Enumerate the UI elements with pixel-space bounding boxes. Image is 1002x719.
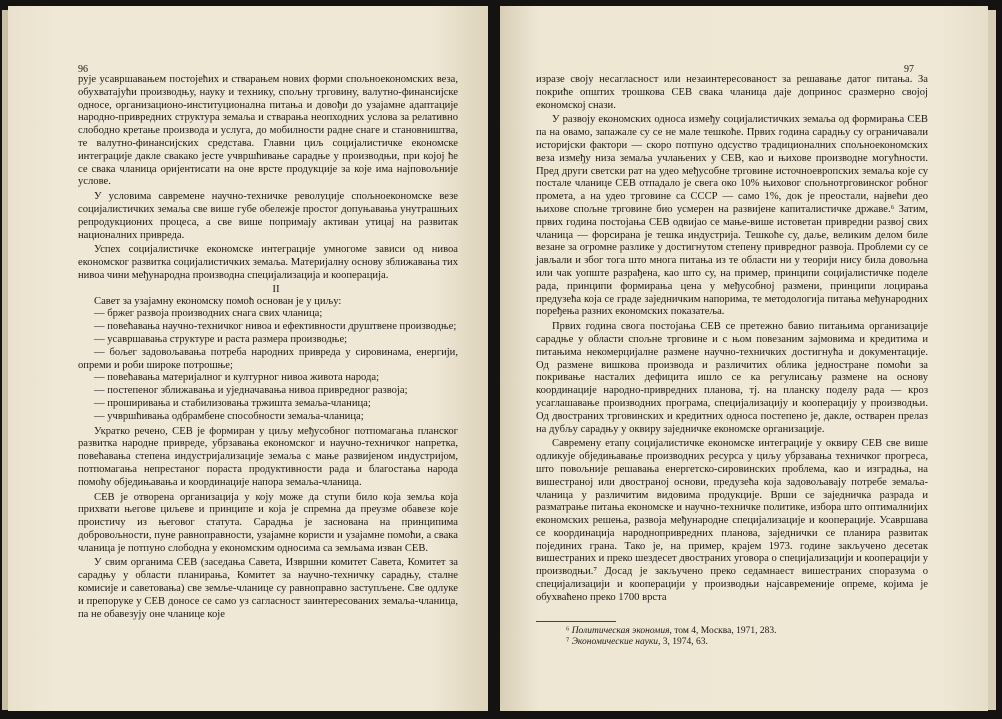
right-page-edge — [988, 10, 996, 710]
list-item: — проширивања и стабилизовања тржишта земаља-чланица; — [94, 397, 371, 409]
paragraph: Успех социјалистичке економске интеграције умногоме зависи од нивоа економског развитка социјалистичких земаља. Материјалну основу зближавања тих нивоа чини међународна производна специјализација и кооперација. — [78, 244, 458, 281]
section-heading: II — [272, 282, 280, 295]
paragraph: Укратко речено, СЕВ је формиран у циљу међусобног потпомагања планског развитка народне привреде, убрзавања економског и научно-техничког напретка, повећавања степена индустријализације земаља с мање развијеном индустријом, потпомагања непрестаног пораста продуктивности рада и благостања народа помоћу обједињавања и координације напора земаља-чланица. — [78, 425, 458, 488]
page-number-left: 96 — [78, 64, 88, 75]
paragraph: рује усавршавањем постојећих и стварањем нових форми спољноекономских веза, обухватајући производњу, науку и технику, спољну трговину, валутно-финансијске односе, организационо-институционална питања и довођи до узајамне адаптације народно-привредних структура земаља и стварања неопходних услова за релативно слободно кретање производа и услуга, до мобилности радне снаге и становништва, те валутно-финансијских средстава. Главни циљ социјалистичке економске интеграције дакле свакако јесте учвршћивање сарадње у производњи, при којој ће се свака чланица оријентисати на оне врсте продукције за које има најповољније услове. — [78, 74, 458, 188]
paragraph: СЕВ је отворена организација у коју може да ступи било која земља која прихвати његове циљеве и принципе и која је спремна да преузме обавезе које проистичу из његовог статута. Сарадња је заснована на принципима добровољности, пуне равноправности, узајамне користи и узајамне помоћи, а свака чланица је потпуно слободна у економским односима са земљама изван СЕВ. — [78, 491, 458, 554]
list-item: — учвршћивања одбрамбене способности земаља-чланица; — [94, 410, 364, 422]
paragraph: У свим органима СЕВ (заседања Савета, Извршни комитет Савета, Комитет за сарадњу у области планирања, Комитет за научно-техничку сарадњу, сталне комисије и саветовања) све земље-чланице су равноправно заступљене. Све одлуке и препоруке у СЕВ доносе се само уз сагласност заинтересованих земаља-чланица, па не обавезују оне чланице које — [78, 557, 458, 620]
paragraph: У развоју економских односа између социјалистичких земаља од формирања СЕВ па на овамо, запажале су се не мале тешкоће. Првих година сарадњу су ограничавали историјски фактори — скоро потпуно одсуство традиционалних спољноекономских веза између низа земаља учлањених у СЕВ, као и њихове производне могућности. Пред други светски рат на удео међусобне трговине источноевропских земаља које су постале чланице СЕВ отпадало је свега око 10% њиховог спољнотрговинског робног промета, а на удео трговине са СССР — само 1%, док је преостали, највећи део њихове спољне трговине био усмерен на развијене капиталистичке државе.⁶ Затим, првих година постојања СЕВ одвијао се мање-више истоветан привредни развој свих чланица — форсирана је тешка индустрија. Тешкоће су, даље, великим делом биле везане за огромне разлике у достигнутом степену привредног развоја. Проблеми су се јављали и због тога што многа питања из те области ни у теорији нису била довољна или чак уопште разрађена, као што су, на пример, принципи социјалистичке поделе рада, принципи формирања цена у међусобној размени, принципи лоцирања предузећа која се граде заједничким напорима, те методологија питања међународних поређења разних економских показатеља. — [536, 114, 928, 318]
footnote-mark: ⁷ — [566, 637, 570, 648]
paragraph: Савремену етапу социјалистичке економске интеграције у оквиру СЕВ све више одликује обједињавање производних ресурса у циљу убрзавања техничког прогреса, што повољније решавања енергетско-сировинских проблема, као и изградња, на вишестраној или двостраној основи, предузећа која задовољавају потребе земаља-чланица у различитим видовима продукције. Врши се заједничка разрада и разматрање питања економске и научно-техничке политике, избора што оптималнијих економских решења, развоја међународне специјализације и кооперације. Усавршава се координација народнопривредних планова, заједнички се планира развитак појединих грана. Тако је, на пример, крајем 1973. године закључено десетак вишестраних и преко шездесет двостраних уговора о специјализацији и кооперацији у производњи.⁷ Досад је закључено преко седамнаест вишестраних споразума о специјализацији и кооперацији у производњи најсавременије опреме, којима је обухваћено преко 1700 врста — [536, 438, 928, 603]
footnotes — [536, 621, 928, 649]
footnote-details: том 4, Москва, 1971, 283. — [671, 625, 777, 636]
footnote-mark: ⁶ — [566, 625, 570, 636]
footnote-title: Политическая экономия, — [571, 625, 672, 636]
paragraph: Савет за узајамну економску помоћ основан је у циљу: — [94, 295, 342, 307]
list-item: — бржег развоја производних снага свих чланица; — [94, 308, 323, 320]
footnote-rule — [536, 621, 616, 622]
list-item: — повећавања материјалног и културног нивоа живота народа; — [94, 372, 380, 384]
list-item: — бољег задовољавања потреба народних привреда у сировинама, енергији, опреми и роби широке потрошње; — [78, 346, 458, 371]
paragraph: Првих година свога постојања СЕВ се претежно бавио питањима организације сарадње у области спољне трговине и с њом повезаним зајмовима и кредитима и питањима некомерцијалне размене научно-техничких достигнућа и документације. Од размене вишкова производа и различитих облика једностране помоћи за покривање насталих дефицита ишло се ка регулисању размене на основу координације народно-привредних планова, тј. на планску поделу рада — кроз усаглашавање производних програма, специјализацију и кооперацију у производњи. Од двостраних трговинских и кредитних односа постепено је, дакле, остварен прелаз на дубљу сарадњу у оквиру заједничке економске организације. — [536, 321, 928, 435]
footnote — [566, 637, 928, 649]
paragraph: У условима савремене научно-техничке револуције спољноекономске везе социјалистичких земаља све више губе обележје простог допуњавања унутрашњих репродукционих процеса, а све више попримају активан утицај на развитак националних привреда. — [78, 191, 458, 241]
list-item: — повећавања научно-техничког нивоа и ефективности друштвене производње; — [94, 321, 457, 333]
left-page-text — [78, 74, 458, 621]
left-page — [8, 6, 488, 711]
right-page-text — [536, 74, 928, 605]
right-page — [500, 6, 988, 711]
footnote-title: Экономические науки, — [571, 637, 661, 648]
list-item: — усавршавања структуре и раста размера производње; — [94, 333, 348, 345]
list-item: — постепеног зближавања и уједначавања нивоа привредног развоја; — [94, 385, 408, 397]
page-number-right: 97 — [904, 64, 914, 75]
paragraph: изразе своју несагласност или незаинтересованост за решавање датог питања. За покриће општих трошкова СЕВ свака чланица даје допринос сразмерно својој економској снази. — [536, 74, 928, 111]
footnote — [566, 626, 928, 638]
footnote-details: 3, 1974, 63. — [660, 637, 708, 648]
